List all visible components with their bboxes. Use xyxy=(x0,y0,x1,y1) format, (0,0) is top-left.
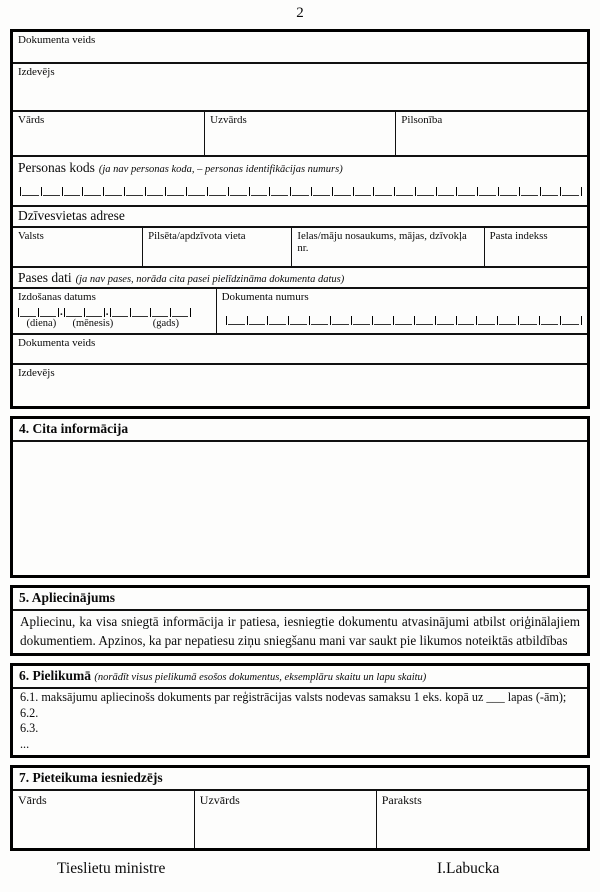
personas-kods-field xyxy=(13,157,587,207)
section-5-apliecinajums xyxy=(10,585,590,656)
passport-data-form-table xyxy=(10,29,590,409)
section-6-items xyxy=(13,689,587,755)
dokumenta-veids-label: Dokumenta veids xyxy=(18,34,96,46)
izdevejs-label-2: Izdevējs xyxy=(18,367,55,379)
uzvards-field xyxy=(204,112,395,155)
dokumenta-numurs-field xyxy=(216,289,587,333)
personas-kods-label: Personas kods xyxy=(18,160,95,175)
izdevejs-field xyxy=(13,64,587,112)
valsts-field xyxy=(13,228,142,266)
izdosanas-datums-field xyxy=(13,289,216,333)
pilsoniba-label: Pilsonība xyxy=(401,114,443,126)
pases-dati-header xyxy=(13,268,587,289)
dokumenta-veids-label-2: Dokumenta veids xyxy=(18,337,96,349)
signature-footer xyxy=(0,860,600,884)
dokumenta-numurs-tick-boxes xyxy=(222,315,582,325)
uzvards-label: Uzvārds xyxy=(210,114,247,126)
section-6-pielikuma xyxy=(10,663,590,758)
attachment-item-2: 6.2. xyxy=(20,705,39,720)
section-4-blank-area xyxy=(13,442,587,575)
gads-label: (gads) xyxy=(152,318,179,329)
valsts-label: Valsts xyxy=(18,230,44,242)
section-4-cita-informacija xyxy=(10,416,590,578)
section-6-note: (norādīt visus pielikumā esošos dokumentus, eksemplāru skaitu un lapu skaitu) xyxy=(94,672,427,684)
ielas-field xyxy=(291,228,483,266)
applicant-uzvards-field xyxy=(194,791,376,848)
passport-detail-row xyxy=(13,289,587,335)
attachment-item-3: 6.3. xyxy=(20,721,39,736)
personas-kods-tick-boxes xyxy=(18,186,582,196)
dokumenta-veids-field-2 xyxy=(13,335,587,365)
attachment-item-ellipsis: ... xyxy=(20,736,30,751)
pasta-indekss-field xyxy=(484,228,587,266)
vards-field xyxy=(13,112,204,155)
section-6-title: 6. Pielikumā xyxy=(19,668,92,684)
section-7-pieteikuma-iesniedzejs xyxy=(10,765,590,851)
diena-label: (diena) xyxy=(26,318,57,329)
applicant-vards-label: Vārds xyxy=(18,793,47,808)
ielas-label: Ielas/māju nosaukums, mājas, dzīvokļa nr. xyxy=(297,230,467,254)
section-5-title: 5. Apliecinājums xyxy=(13,588,587,611)
dzivesvietas-adrese-label: Dzīvesvietas adrese xyxy=(18,208,125,223)
vards-label: Vārds xyxy=(18,114,45,126)
section-6-header xyxy=(13,666,587,689)
date-tick-boxes: . . xyxy=(18,307,211,317)
applicant-row xyxy=(13,791,587,848)
address-row xyxy=(13,228,587,268)
name-row xyxy=(13,112,587,157)
dokumenta-numurs-label: Dokumenta numurs xyxy=(221,291,309,303)
pasta-indekss-label: Pasta indekss xyxy=(489,230,548,242)
pilseta-label: Pilsēta/apdzīvota vieta xyxy=(148,230,246,242)
section-5-declaration-text: Apliecinu, ka visa sniegtā informācija ir patiesa, iesniegtie dokumentu atvasinājumi atbilst oriģinālajiem dokumentiem. Apzinos, ka par nepatiesu ziņu sniegšanu mani var saukt pie likumos noteiktās atbildības xyxy=(20,614,580,648)
applicant-vards-field xyxy=(13,791,194,848)
applicant-paraksts-field xyxy=(376,791,587,848)
pilseta-field xyxy=(142,228,291,266)
minister-name: I.Labucka xyxy=(437,860,500,877)
attachment-item-1: 6.1. maksājumu apliecinošs dokuments par reģistrācijas valsts nodevas samaksu 1 eks. kopā uz ___ lapas (-ām); xyxy=(20,690,567,705)
pilsoniba-field xyxy=(395,112,587,155)
applicant-paraksts-label: Paraksts xyxy=(381,793,422,808)
izdevejs-field-2 xyxy=(13,365,587,406)
izdevejs-label: Izdevējs xyxy=(18,66,55,78)
minister-title: Tieslietu ministre xyxy=(57,860,166,877)
personas-kods-note: (ja nav personas koda, – personas identifikācijas numurs) xyxy=(98,164,343,175)
izdosanas-datums-label: Izdošanas datums xyxy=(18,291,96,303)
date-sublabels xyxy=(18,318,211,329)
page-number: 2 xyxy=(296,5,304,21)
section-7-title: 7. Pieteikuma iesniedzējs xyxy=(13,768,587,791)
applicant-uzvards-label: Uzvārds xyxy=(199,793,240,808)
pases-dati-label: Pases dati xyxy=(18,270,72,285)
personas-kods-header xyxy=(18,159,582,177)
pases-dati-note: (ja nav pases, norāda cita pasei pielīdzināma dokumenta datus) xyxy=(75,274,345,285)
dokumenta-veids-field xyxy=(13,32,587,64)
dzivesvietas-adrese-header xyxy=(13,207,587,228)
section-4-title: 4. Cita informācija xyxy=(13,419,587,442)
menesis-label: (mēnesis) xyxy=(72,318,114,329)
